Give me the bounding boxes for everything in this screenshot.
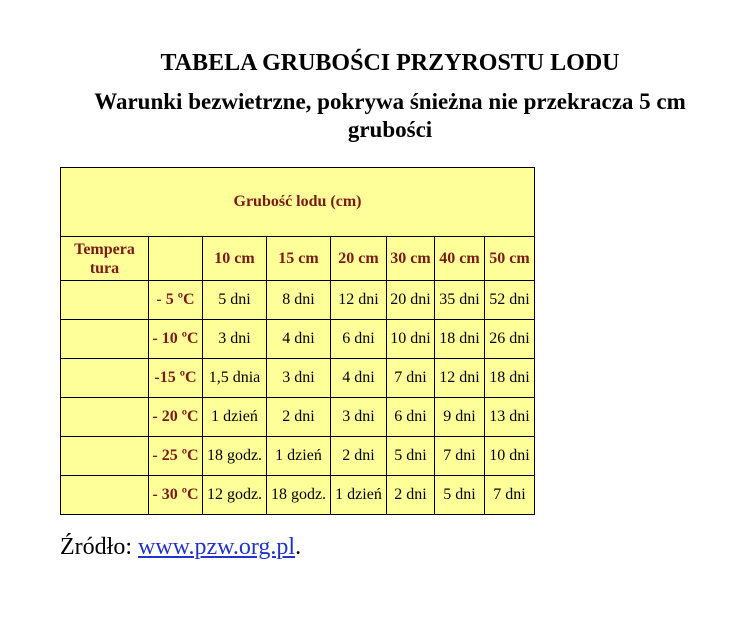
duration-cell: 10 dni — [387, 320, 435, 359]
table-row — [61, 359, 535, 398]
empty-cell — [61, 359, 149, 398]
duration-cell: 10 dni — [485, 437, 535, 476]
table-row — [61, 320, 535, 359]
temperature-header: Tempera tura — [61, 237, 149, 281]
duration-cell: 4 dni — [267, 320, 331, 359]
duration-cell: 13 dni — [485, 398, 535, 437]
duration-cell: 3 dni — [203, 320, 267, 359]
duration-cell: 5 dni — [203, 281, 267, 320]
duration-cell: 6 dni — [387, 398, 435, 437]
duration-cell: 12 dni — [435, 359, 485, 398]
duration-cell: 18 godz. — [203, 437, 267, 476]
temperature-cell: - 5 ºC — [149, 281, 203, 320]
source-label: Źródło: — [60, 534, 138, 560]
duration-cell: 1 dzień — [267, 437, 331, 476]
temperature-cell: - 25 ºC — [149, 437, 203, 476]
duration-cell: 35 dni — [435, 281, 485, 320]
duration-cell: 18 dni — [435, 320, 485, 359]
thickness-group-header: Grubość lodu (cm) — [61, 168, 535, 237]
table-row — [61, 476, 535, 515]
duration-cell: 1,5 dnia — [203, 359, 267, 398]
duration-cell: 9 dni — [435, 398, 485, 437]
ice-thickness-table — [60, 167, 535, 515]
duration-cell: 2 dni — [331, 437, 387, 476]
temperature-cell: - 30 ºC — [149, 476, 203, 515]
duration-cell: 3 dni — [331, 398, 387, 437]
empty-cell — [61, 437, 149, 476]
duration-cell: 20 dni — [387, 281, 435, 320]
temperature-cell: -15 ºC — [149, 359, 203, 398]
duration-cell: 7 dni — [435, 437, 485, 476]
duration-cell: 52 dni — [485, 281, 535, 320]
duration-cell: 7 dni — [485, 476, 535, 515]
duration-cell: 6 dni — [331, 320, 387, 359]
temperature-cell: - 10 ºC — [149, 320, 203, 359]
duration-cell: 26 dni — [485, 320, 535, 359]
empty-cell — [61, 476, 149, 515]
table-row — [61, 398, 535, 437]
duration-cell: 1 dzień — [331, 476, 387, 515]
duration-cell: 5 dni — [435, 476, 485, 515]
thickness-header: 30 cm — [387, 237, 435, 281]
source-suffix: . — [295, 534, 302, 560]
duration-cell: 18 dni — [485, 359, 535, 398]
empty-header-cell — [149, 237, 203, 281]
thickness-header: 50 cm — [485, 237, 535, 281]
empty-cell — [61, 281, 149, 320]
thickness-header: 10 cm — [203, 237, 267, 281]
duration-cell: 18 godz. — [267, 476, 331, 515]
empty-cell — [61, 398, 149, 437]
thickness-header: 40 cm — [435, 237, 485, 281]
duration-cell: 2 dni — [267, 398, 331, 437]
source-line — [60, 532, 301, 562]
thickness-header: 15 cm — [267, 237, 331, 281]
duration-cell: 7 dni — [387, 359, 435, 398]
duration-cell: 5 dni — [387, 437, 435, 476]
duration-cell: 12 godz. — [203, 476, 267, 515]
temperature-cell: - 20 ºC — [149, 398, 203, 437]
empty-cell — [61, 320, 149, 359]
page-subtitle: Warunki bezwietrzne, pokrywa śnieżna nie przekracza 5 cm grubości — [94, 89, 686, 142]
table-row — [61, 281, 535, 320]
table-row — [61, 437, 535, 476]
duration-cell: 12 dni — [331, 281, 387, 320]
duration-cell: 3 dni — [267, 359, 331, 398]
page-title: TABELA GRUBOŚCI PRZYROSTU LODU — [160, 50, 620, 76]
duration-cell: 4 dni — [331, 359, 387, 398]
duration-cell: 1 dzień — [203, 398, 267, 437]
source-link[interactable]: www.pzw.org.pl — [138, 534, 296, 560]
thickness-header: 20 cm — [331, 237, 387, 281]
duration-cell: 8 dni — [267, 281, 331, 320]
duration-cell: 2 dni — [387, 476, 435, 515]
